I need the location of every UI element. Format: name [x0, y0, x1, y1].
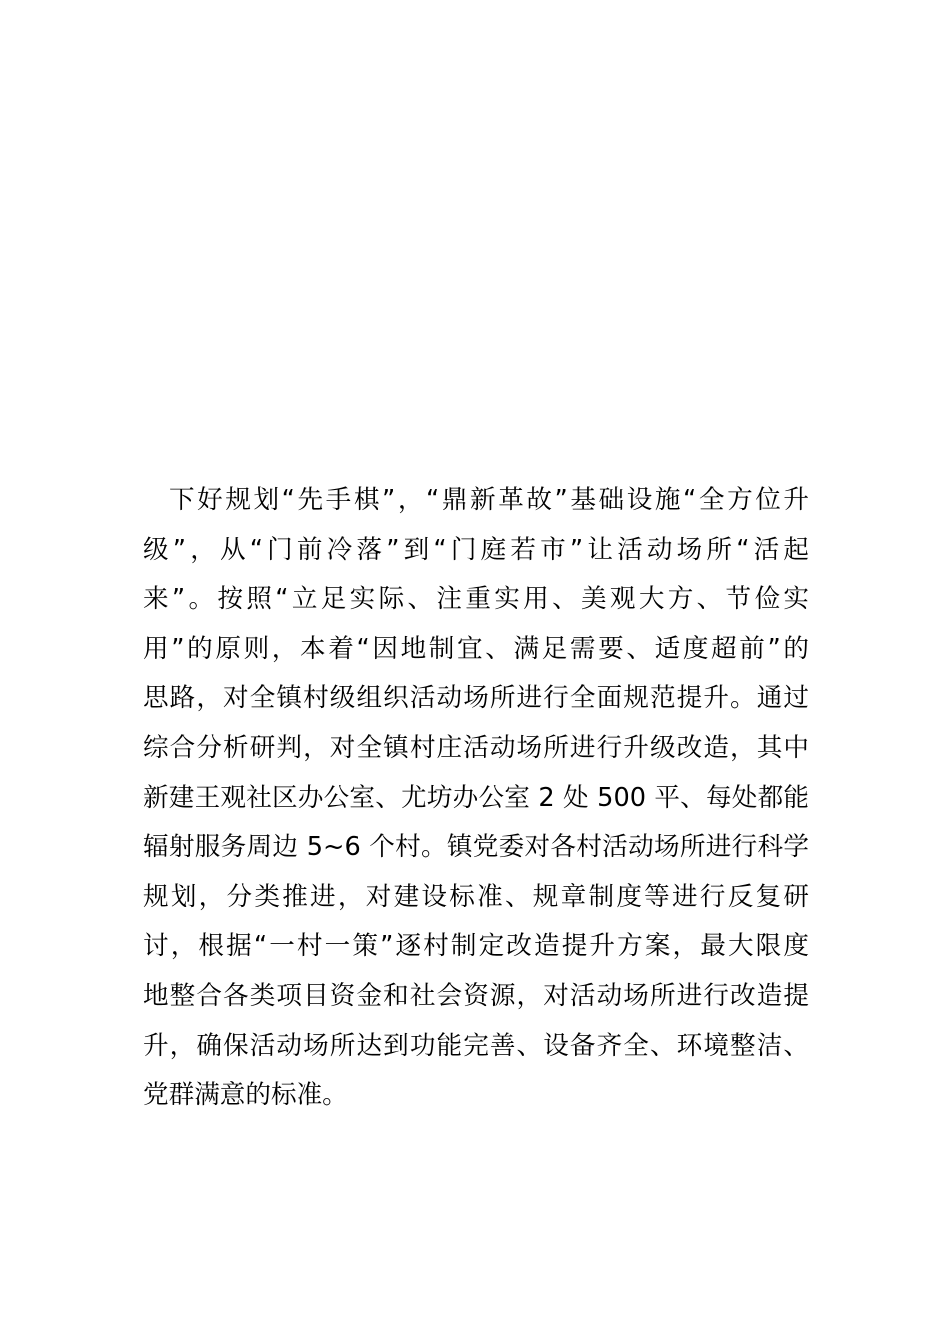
paragraph-line: 讨，根据“一村一策”逐村制定改造提升方案，最大限度	[143, 931, 809, 962]
paragraph-line: 规划，分类推进，对建设标准、规章制度等进行反复研	[143, 881, 809, 912]
paragraph-line: 思路，对全镇村级组织活动场所进行全面规范提升。通过	[143, 683, 809, 714]
paragraph-line: 新建王观社区办公室、尤坊办公室 2 处 500 平、每处都能	[143, 782, 809, 813]
body-paragraph	[143, 476, 809, 1121]
paragraph-line: 来”。按照“立足实际、注重实用、美观大方、节俭实	[143, 584, 809, 615]
paragraph-line: 地整合各类项目资金和社会资源，对活动场所进行改造提	[143, 980, 809, 1011]
paragraph-line: 用”的原则，本着“因地制宜、满足需要、适度超前”的	[143, 633, 809, 664]
paragraph-line: 辐射服务周边 5~6 个村。镇党委对各村活动场所进行科学	[143, 832, 809, 863]
paragraph-line: 级”，从“门前冷落”到“门庭若市”让活动场所“活起	[143, 534, 809, 565]
paragraph-line: 升，确保活动场所达到功能完善、设备齐全、环境整洁、	[143, 1030, 809, 1061]
paragraph-line: 党群满意的标准。	[143, 1080, 348, 1111]
paragraph-line: 下好规划“先手棋”，“鼎新革故”基础设施“全方位升	[169, 485, 809, 515]
paragraph-line: 综合分析研判，对全镇村庄活动场所进行升级改造，其中	[143, 732, 809, 763]
